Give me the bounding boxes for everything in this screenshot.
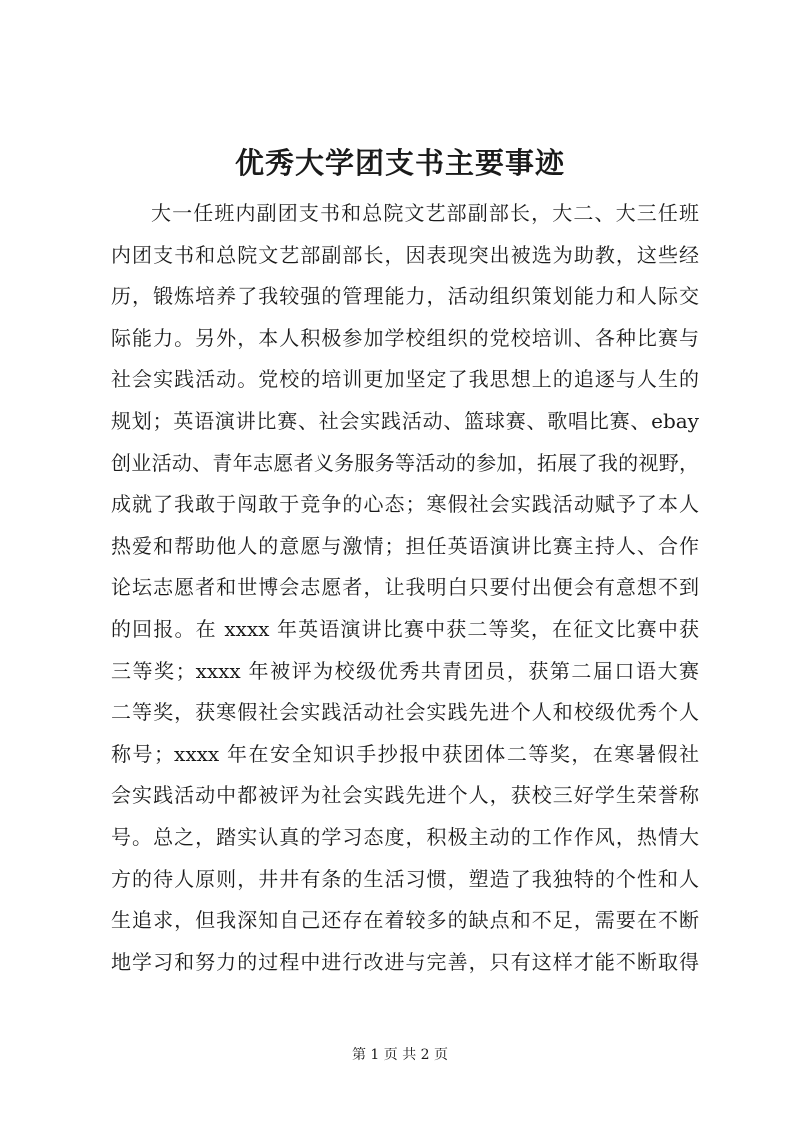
document-body	[111, 193, 699, 983]
body-line: 成就了我敢于闯敢于竞争的心态；寒假社会实践活动赋予了本人	[111, 492, 699, 517]
body-line: 三等奖；xxxx 年被评为校级优秀共青团员，获第二届口语大赛	[111, 658, 699, 683]
page-number-footer: 第 1 页 共 2 页	[351, 1047, 449, 1063]
body-line: 历，锻炼培养了我较强的管理能力，活动组织策划能力和人际交	[111, 284, 699, 309]
body-line: 论坛志愿者和世博会志愿者，让我明白只要付出便会有意想不到	[111, 575, 699, 600]
body-line: 创业活动、青年志愿者义务服务等活动的参加，拓展了我的视野，	[111, 450, 699, 475]
document-title: 优秀大学团支书主要事迹	[234, 146, 565, 180]
body-line: 生追求，但我深知自己还存在着较多的缺点和不足，需要在不断	[111, 908, 699, 933]
body-line: 方的待人原则，井井有条的生活习惯，塑造了我独特的个性和人	[111, 866, 699, 891]
body-line: 会实践活动中都被评为社会实践先进个人，获校三好学生荣誉称	[111, 783, 699, 808]
body-line: 二等奖，获寒假社会实践活动社会实践先进个人和校级优秀个人	[111, 700, 699, 725]
body-line: 际能力。另外，本人积极参加学校组织的党校培训、各种比赛与	[111, 325, 699, 350]
body-line: 称号；xxxx 年在安全知识手抄报中获团体二等奖，在寒暑假社	[111, 741, 699, 766]
body-line: 地学习和努力的过程中进行改进与完善，只有这样才能不断取得	[111, 949, 699, 974]
body-line: 大一任班内副团支书和总院文艺部副部长，大二、大三任班	[151, 201, 699, 225]
body-line: 热爱和帮助他人的意愿与激情；担任英语演讲比赛主持人、合作	[111, 533, 699, 558]
body-line: 内团支书和总院文艺部副部长，因表现突出被选为助教，这些经	[111, 242, 699, 267]
body-line: 的回报。在 xxxx 年英语演讲比赛中获二等奖，在征文比赛中获	[111, 616, 699, 641]
body-line: 社会实践活动。党校的培训更加坚定了我思想上的追逐与人生的	[111, 367, 699, 392]
body-line: 号。总之，踏实认真的学习态度，积极主动的工作作风，热情大	[111, 824, 699, 849]
body-line: 规划；英语演讲比赛、社会实践活动、篮球赛、歌唱比赛、ebay	[111, 408, 699, 433]
